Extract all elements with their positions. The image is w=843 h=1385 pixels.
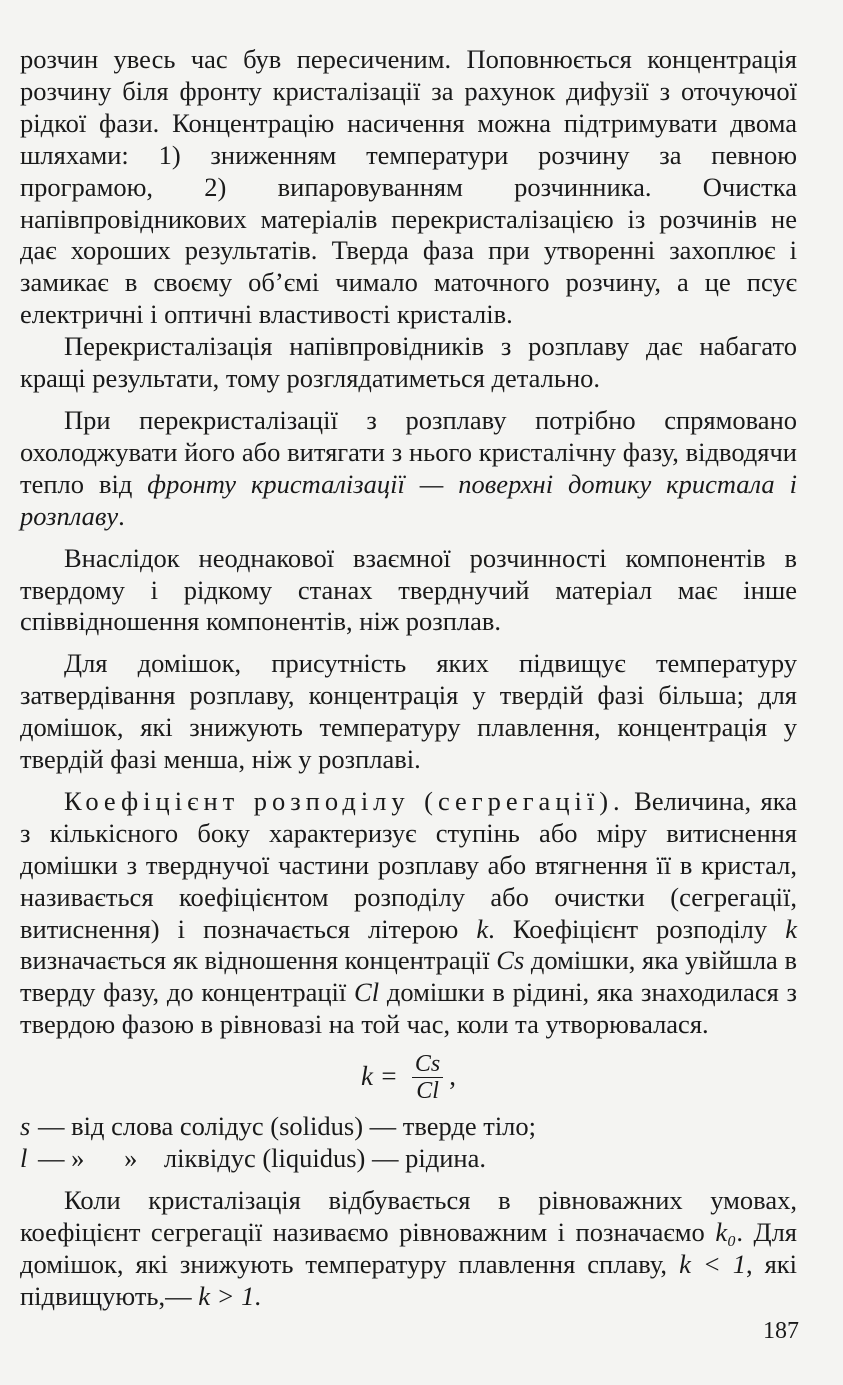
paragraph-1: розчин увесь час був пересиченим. Поповнюється концентрація розчину біля фронту кристалізації за рахунок дифузії з оточуючої рідкої фази. Концентрацію насичення можна підтримувати двома шляхами: 1) зниженням температури розчину за певною програмою, 2) випаровуванням розчинника. Очистка напівпровідникових матеріалів перекристалізацією із розчинів не дає хороших результатів. Тверда фаза при утворенні захоплює і замикає в своєму об’ємі чимало маточного розчину, а це псує електричні і оптичні властивості кристалів. bbox=[20, 44, 797, 330]
paragraph-2: Перекристалізація напівпровідників з розплаву дає набагато кращі результати, тому розглядатиметься детально. bbox=[20, 331, 797, 394]
formula-k bbox=[20, 1045, 797, 1109]
formula-trail: , bbox=[449, 1061, 457, 1092]
paragraph-4: Внаслідок неоднакової взаємної розчинності компонентів в твердому і рідкому станах тверднучий матеріал має інше співвідношення компонентів, ніж розплав. bbox=[20, 542, 797, 637]
gloss-line-l bbox=[20, 1143, 797, 1175]
paragraph-6 bbox=[20, 786, 797, 1041]
paragraph-3-end: . bbox=[118, 500, 125, 531]
formula-denominator: Cl bbox=[416, 1077, 439, 1104]
paragraph-6-part5: домішки в рідині, яка знаходилася з твердою фазою в рівновазі на той час, коли та утворювалася. bbox=[20, 977, 797, 1040]
paragraph-3 bbox=[20, 405, 797, 533]
paragraph-6-part2: . Коефіцієнт розподілу bbox=[488, 913, 786, 944]
gloss-symbol: s bbox=[20, 1111, 31, 1142]
paragraph-6-part4: домішки, яка увійшла в тверду фазу, до концентрації bbox=[20, 945, 797, 1008]
symbol-k: k bbox=[476, 913, 489, 944]
condition-k-greater-1: k > 1 bbox=[198, 1280, 255, 1311]
formula-fraction bbox=[412, 1051, 443, 1104]
condition-k-less-1: k < 1 bbox=[679, 1248, 746, 1279]
paragraph-3-text: При перекристалізації з розплаву потрібно спрямовано охолоджувати його або витягати з нього кристалічну фазу, відводячи тепло від bbox=[20, 404, 797, 499]
symbol-cs: Cs bbox=[496, 945, 525, 976]
gloss-dash: — bbox=[38, 1111, 65, 1142]
term-distribution-coefficient: Коефіцієнт розподілу (сегрегації). bbox=[64, 785, 625, 816]
gloss-text: від слова солідус (solidus) — тверде тіло; bbox=[71, 1111, 537, 1142]
symbol-k0: k₀ bbox=[715, 1216, 737, 1247]
paragraph-6-part3: визначається як відношення концентрації bbox=[20, 945, 497, 976]
page-number: 187 bbox=[763, 1318, 799, 1344]
paragraph-5: Для домішок, присутність яких підвищує температуру затвердівання розплаву, концентрація у твердій фазі більша; для домішок, які знижують температуру плавлення, концентрація у твердій фазі менша, ніж у розплаві. bbox=[20, 648, 797, 775]
term-crystallization-front: фронту кристалізації — поверхні дотику кристала і розплаву bbox=[20, 468, 798, 531]
gloss-dash: — bbox=[38, 1143, 65, 1174]
formula-numerator: Cs bbox=[412, 1051, 443, 1078]
paragraph-6-part1: Величина, яка з кількісного боку характеризує ступінь або міру витиснення домішки з тверднучої частини розплаву або втягнення її в кристал, називається коефіцієнтом розподілу або очистки (сегрегації, витиснення) і позначається літерою bbox=[20, 785, 797, 944]
paragraph-7-part3: , які підвищують,— bbox=[20, 1248, 797, 1311]
body-text bbox=[20, 44, 797, 1313]
gloss-text: » » ліквідус (liquidus) — рідина. bbox=[71, 1143, 486, 1174]
paragraph-7-part4: . bbox=[254, 1280, 262, 1311]
paragraph-7 bbox=[20, 1185, 797, 1313]
paragraph-7-part2: . Для домішок, які знижують температуру плавлення сплаву, bbox=[20, 1216, 797, 1279]
gloss-symbol: l bbox=[20, 1143, 28, 1174]
symbol-cl: Cl bbox=[354, 977, 380, 1008]
symbol-k: k bbox=[785, 913, 797, 944]
gloss-line-s bbox=[20, 1111, 797, 1143]
formula-lhs: k = bbox=[360, 1061, 398, 1092]
paragraph-7-part1: Коли кристалізація відбувається в рівноважних умовах, коефіцієнт сегрегації називаємо рівноважним і позначаємо bbox=[20, 1185, 797, 1247]
